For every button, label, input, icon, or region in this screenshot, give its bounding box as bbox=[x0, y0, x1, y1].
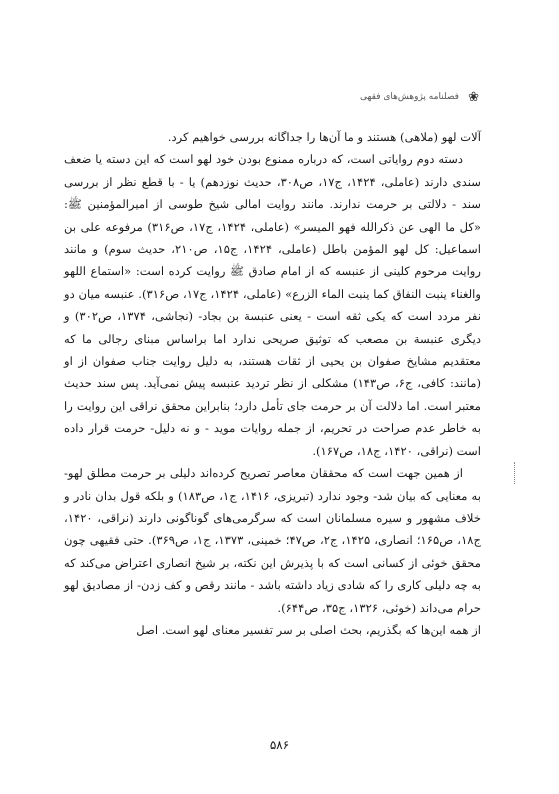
paragraph: دسته دوم روایاتی است، که درباره ممنوع بودن خود لهو است که این دسته یا ضعف سندی دارند (عاملی، ۱۴۲۴، ج۱۷، ص۳۰۸، حدیث نوزدهم) یا - با قطع نظر از بررسی سند - دلالتی بر حرمت ندارند. مانند روایت امالی شیخ طوسی از امیرالمؤمنین ﷺ: «کل ما الهی عن ذکرالله فهو المیسر» (عاملی، ۱۴۲۴، ج۱۷، ص۳۱۶) مرفوعه علی بن اسماعیل: کل لهو المؤمن باطل (عاملی، ۱۴۲۴، ج۱۵، ص۲۱۰، حدیث سوم) و مانند روایت مرحوم کلینی از عنبسه که از امام صادق ﷺ روایت کرده است: «استماع اللهو والغناء ینبت النفاق کما ینبت الماء الزرع» (عاملی، ۱۴۲۴، ج۱۷، ص۳۱۶). عنبسه میان دو نفر مردد است که یکی ثقه است - یعنی عنبسة بن بجاد- (نجاشی، ۱۳۷۴، ص۳۰۲) و دیگری عنبسة بن مصعب که توثیق صریحی ندارد اما براساس مبنای رجالی ما که معتقدیم مشایخ صفوان بن یحیی از ثقات هستند، به دلیل روایت جناب صفوان از او (مانند: کافی، ج۶، ص۱۴۳) مشکلی از نظر تردید عنبسه پیش نمی‌آید. پس سند حدیث معتبر است. اما دلالت آن بر حرمت جای تأمل دارد؛ بنابراین محقق نراقی این روایت را به خاطر عدم صراحت در تحریم، از جمله روایات موید - و نه دلیل- حرمت قرار داده است (نراقی، ۱۴۲۰، ج۱۸، ص۱۶۷). bbox=[64, 152, 481, 458]
paragraph: از همین جهت است که محققان معاصر تصریح کرده‌اند دلیلی بر حرمت مطلق لهو- به معنایی که بیان شد- وجود ندارد (تبریزی، ۱۴۱۶، ج۱، ص۱۸۳) و بلکه قول بدان نادر و خلاف مشهور و سیره مسلمانان است که سرگرمی‌های گوناگونی دارند (نراقی، ۱۴۲۰، ج۱۸، ص۱۶۵؛ انصاری، ۱۴۲۵، ج۲، ص۴۷؛ خمینی، ۱۳۷۳، ج۱، ص۳۶۹). حتی فقیهی چون محقق خوئی از کسانی است که با پذیرش این نکته، بر شیخ انصاری اعتراض می‌کند که به چه دلیلی کاری را که شادی زیاد داشته باشد - مانند رقص و کف زدن- از مصادیق لهو حرام می‌داند (خوئی، ۱۳۲۶، ج۳۵، ص۶۴۴). bbox=[64, 466, 482, 615]
running-header bbox=[78, 90, 479, 106]
running-title: فصلنامه پژوهش‌های فقهی bbox=[360, 92, 459, 102]
paragraph: آلات لهو (ملاهی) هستند و ما آن‌ها را جداگانه بررسی خواهیم کرد. bbox=[167, 130, 481, 144]
body-text bbox=[64, 126, 481, 641]
page-number: ۵۸۶ bbox=[269, 738, 290, 752]
margin-mark bbox=[514, 462, 517, 484]
paragraph: از همه این‌ها که بگذریم، بحث اصلی بر سر تفسیر معنای لهو است. اصل bbox=[136, 622, 481, 637]
ornament-icon: ❀ bbox=[468, 90, 479, 105]
